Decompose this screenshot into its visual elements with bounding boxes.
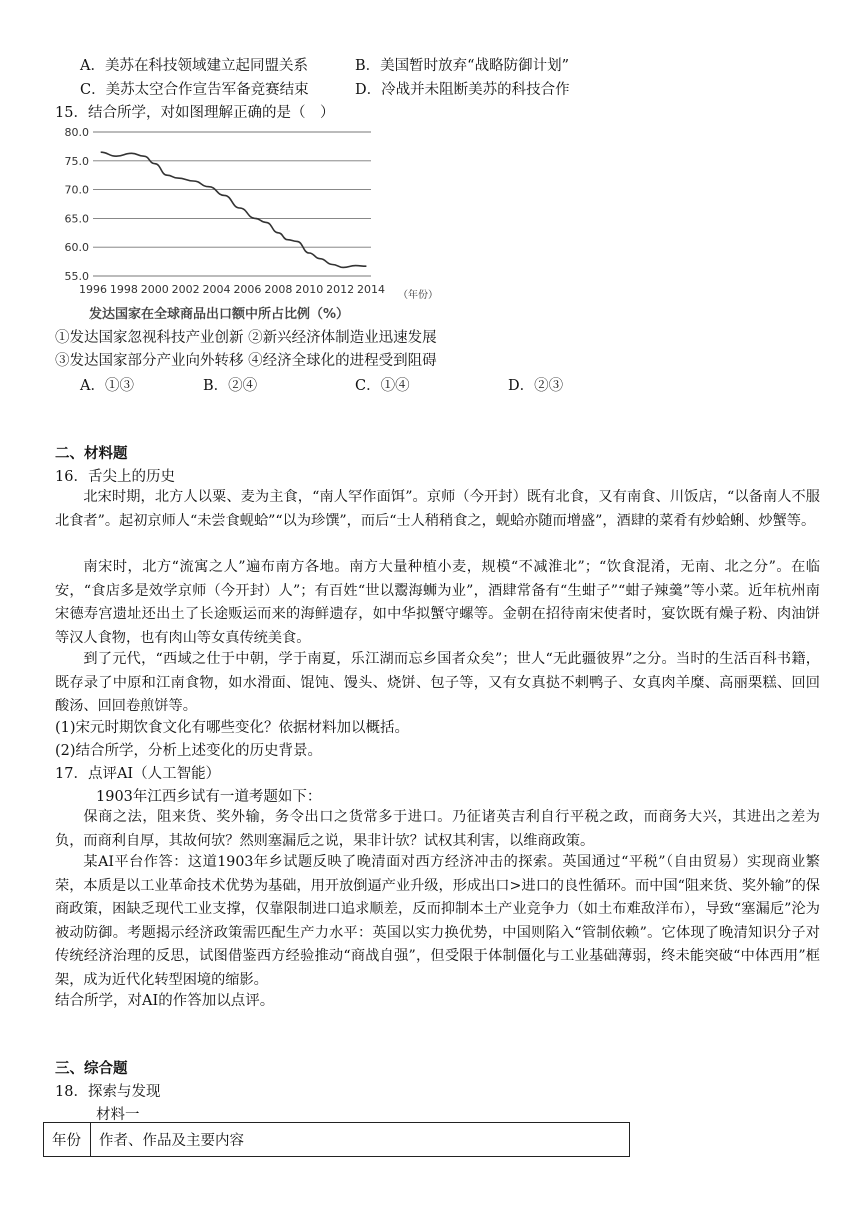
q16-paragraph-2: 南宋时，北方“流寓之人”遍布南方各地。南方大量种植小麦，规模“不减淮北”；“饮食混淆，无南、北之分”。在临安，“食店多是效学京师（今开封）人”；有百姓“世以鬻海蛳为业”，酒肆常备有“生蚶子”“蚶子辣羹”等小菜。近年杭州南宋德寿宫遗址还出土了长途贩运而来的海鲜遗存，如中华拟蟹守螺等。金朝在招待南宋使者时，宴饮既有燥子粉、肉油饼等汉人食物，也有肉山等女真传统美食。 (55, 559, 820, 646)
q17-intro: 1903年江西乡试有一道考题如下： (96, 789, 322, 805)
section2-heading: 二、材料题 (55, 445, 128, 462)
y-tick-label: 65.0 (64, 212, 89, 226)
y-tick-label: 75.0 (64, 154, 89, 168)
material-table (43, 1122, 630, 1157)
q16-subquestion-1: (1)宋元时期饮食文化有哪些变化？依据材料加以概括。 (55, 720, 410, 736)
q15-option-c: C．①④ (355, 378, 410, 394)
q15-option-d: D．②③ (508, 378, 564, 394)
q15-statements-line2: ③发达国家部分产业向外转移 ④经济全球化的进程受到阻碍 (55, 353, 437, 369)
x-tick-label: 1998 (109, 283, 138, 296)
y-tick-label: 80.0 (64, 126, 89, 139)
table-header-content: 作者、作品及主要内容 (91, 1123, 630, 1157)
y-tick-label: 70.0 (64, 183, 89, 197)
q16-title: 16．舌尖上的历史 (55, 469, 175, 485)
q17-title: 17．点评AI（人工智能） (55, 766, 221, 782)
q16-subquestion-2: (2)结合所学，分析上述变化的历史背景。 (55, 743, 323, 759)
y-tick-label: 55.0 (64, 270, 89, 283)
x-tick-label: 2012 (326, 283, 355, 296)
q15-stem: 15．结合所学，对如图理解正确的是（ ） (55, 105, 335, 121)
series-line (101, 152, 367, 267)
chart-title: 发达国家在全球商品出口额中所占比例（%） (89, 307, 350, 322)
q17-ask: 结合所学，对AI的作答加以点评。 (55, 993, 275, 1009)
q14-option-a: A．美苏在科技领域建立起同盟关系 (80, 58, 308, 74)
q18-title: 18．探索与发现 (55, 1084, 161, 1100)
q15-statements-line1: ①发达国家忽视科技产业创新 ②新兴经济体制造业迅速发展 (55, 330, 437, 346)
x-tick-label: 2002 (171, 283, 200, 296)
x-tick-label: 2008 (264, 283, 293, 296)
q14-option-b: B．美国暂时放弃“战略防御计划” (355, 58, 569, 74)
q16-paragraph-1: 北宋时期，北方人以粟、麦为主食，“南人罕作面饵”。京师（今开封）既有北食，又有南食、川饭店，“以备南人不服北食者”。起初京师人“未尝食蚬蛤”“以为珍馔”，而后“士人稍稍食之，蚬蛤亦随而增盛”，酒肆的菜肴有炒蛤蜊、炒蟹等。 (55, 489, 820, 529)
material-one-label: 材料一 (96, 1107, 140, 1123)
q17-ai-answer: 某AI平台作答：这道1903年乡试题反映了晚清面对西方经济冲击的探索。英国通过“平税”（自由贸易）实现商业繁荣，本质是以工业革命技术优势为基础，用开放倒逼产业升级，形成出口>进口的良性循环。而中国“阻来货、奖外输”的保商政策，困缺乏现代工业支撑，仅靠限制进口追求顺差，反而抑制本土产业竞争力（如土布难敌洋布），导致“塞漏卮”沦为被动防御。考题揭示经济政策需匹配生产力水平：英国以实力换优势，中国则陷入“管制依赖”。它体现了晚清知识分子对传统经济治理的反思，试图借鉴西方经验推动“商战自强”，但受限于体制僵化与工业基础薄弱，终未能突破“中体西用”框架，成为近代化转型困境的缩影。 (55, 854, 820, 988)
table-header-year: 年份 (44, 1123, 91, 1157)
x-tick-label: 1996 (79, 283, 107, 296)
q15-option-b: B．②④ (203, 378, 258, 394)
x-tick-label: 2000 (140, 283, 169, 296)
table-header-row (44, 1123, 630, 1157)
x-axis-label: （年份） (398, 290, 438, 301)
x-tick-label: 2006 (233, 283, 262, 296)
q15-option-a: A．①③ (80, 378, 134, 394)
x-tick-label: 2004 (202, 283, 231, 296)
q14-option-c: C．美苏太空合作宣告军备竞赛结束 (80, 82, 309, 98)
line-chart-svg (55, 122, 438, 332)
x-tick-label: 2010 (295, 283, 324, 296)
x-tick-label: 2014 (357, 283, 385, 296)
export-share-chart (55, 122, 438, 332)
section3-heading: 三、综合题 (55, 1060, 128, 1077)
q14-option-d: D．冷战并未阻断美苏的科技合作 (355, 82, 570, 98)
y-tick-label: 60.0 (64, 241, 89, 255)
q16-paragraph-3: 到了元代，“西域之仕于中朝，学于南夏，乐江湖而忘乡国者众矣”；世人“无此疆彼界”之分。当时的生活百科书籍，既存录了中原和江南食物，如水滑面、馄饨、馒头、烧饼、包子等，又有女真挞不剌鸭子、女真肉羊糜、高丽栗糕、回回酸汤、回回卷煎饼等。 (55, 651, 820, 714)
q17-exam-quote: 保商之法，阻来货、奖外输，务令出口之货常多于进口。乃征诸英吉利自行平税之政，而商务大兴，其进出之差为负，而商利自厚，其故何欤？然则塞漏卮之说，果非计欤？试权其利害，以维商政策。 (55, 809, 820, 849)
